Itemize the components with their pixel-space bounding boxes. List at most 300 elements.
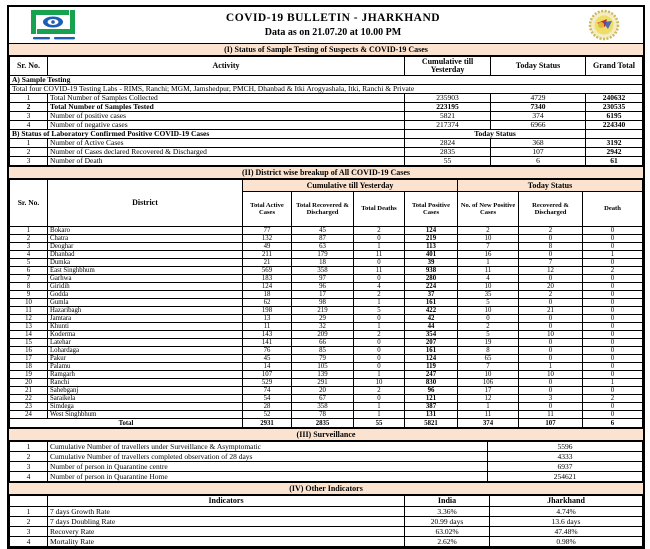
cumulative-cell: 2835 bbox=[405, 148, 491, 157]
death-today-cell: 1 bbox=[583, 251, 643, 259]
positive-cell: 830 bbox=[405, 379, 458, 387]
district-row bbox=[10, 267, 643, 275]
active-cell: 14 bbox=[243, 363, 292, 371]
sr-cell: 24 bbox=[10, 411, 48, 419]
death-today-cell: 0 bbox=[583, 339, 643, 347]
grand-total-cell: 2942 bbox=[586, 148, 643, 157]
recovered-cell: 67 bbox=[292, 395, 354, 403]
today-cell: 368 bbox=[491, 139, 586, 148]
district-row bbox=[10, 387, 643, 395]
col-activity: Activity bbox=[48, 57, 405, 76]
sr-cell: 8 bbox=[10, 283, 48, 291]
recovered-today-cell: 0 bbox=[519, 355, 583, 363]
death-today-cell: 0 bbox=[583, 275, 643, 283]
district-cell: Hazaribagh bbox=[48, 307, 243, 315]
district-row bbox=[10, 395, 643, 403]
district-row bbox=[10, 339, 643, 347]
district-rows bbox=[10, 227, 643, 419]
value-cell: 5596 bbox=[488, 442, 643, 452]
recovered-today-cell: 1 bbox=[519, 363, 583, 371]
cumulative-cell: 2824 bbox=[405, 139, 491, 148]
active-cell: 77 bbox=[243, 227, 292, 235]
sr-cell: 3 bbox=[10, 112, 48, 121]
sr-cell: 4 bbox=[10, 121, 48, 130]
district-row bbox=[10, 323, 643, 331]
new-positive-cell: 12 bbox=[458, 395, 519, 403]
district-cell: Garhwa bbox=[48, 275, 243, 283]
active-cell: 45 bbox=[243, 355, 292, 363]
recovered-cell: 139 bbox=[292, 371, 354, 379]
recovered-today-cell: 0 bbox=[519, 323, 583, 331]
positive-cell: 161 bbox=[405, 299, 458, 307]
sr-cell: 10 bbox=[10, 299, 48, 307]
section4-band: (IV) Other Indicators bbox=[9, 482, 643, 495]
sample-testing-header bbox=[10, 57, 643, 76]
new-positive-cell: 19 bbox=[458, 339, 519, 347]
activity-cell: Number of Cases declared Recovered & Discharged bbox=[48, 148, 405, 157]
district-row bbox=[10, 315, 643, 323]
active-cell: 124 bbox=[243, 283, 292, 291]
death-today-cell: 0 bbox=[583, 323, 643, 331]
district-row bbox=[10, 403, 643, 411]
india-value-cell: 20.99 days bbox=[405, 517, 490, 527]
death-today-cell: 0 bbox=[583, 371, 643, 379]
new-positive-cell: 4 bbox=[458, 275, 519, 283]
death-today-cell: 0 bbox=[583, 259, 643, 267]
positive-cell: 422 bbox=[405, 307, 458, 315]
recovered-today-cell: 2 bbox=[519, 291, 583, 299]
value-cell: 4333 bbox=[488, 452, 643, 462]
label-cell: Number of person in Quarantine centre bbox=[48, 462, 488, 472]
district-row bbox=[10, 227, 643, 235]
col-new-positive: No. of New Positive Cases bbox=[458, 192, 519, 227]
district-row bbox=[10, 363, 643, 371]
col-total-deaths: Total Deaths bbox=[354, 192, 405, 227]
sr-cell: 13 bbox=[10, 323, 48, 331]
col-india: India bbox=[405, 496, 490, 507]
positive-cell: 354 bbox=[405, 331, 458, 339]
today-cell: 107 bbox=[491, 148, 586, 157]
today-cell: 7340 bbox=[491, 103, 586, 112]
sr-cell: 2 bbox=[10, 148, 48, 157]
positive-cell: 161 bbox=[405, 347, 458, 355]
grand-total-cell: 61 bbox=[586, 157, 643, 166]
total-death-today: 6 bbox=[583, 419, 643, 428]
active-cell: 183 bbox=[243, 275, 292, 283]
district-cell: Dhanbad bbox=[48, 251, 243, 259]
sr-cell: 2 bbox=[10, 517, 48, 527]
col-district: District bbox=[48, 180, 243, 227]
recovered-today-cell: 21 bbox=[519, 307, 583, 315]
grand-total-cell: 230535 bbox=[586, 103, 643, 112]
deaths-cell: 2 bbox=[354, 227, 405, 235]
indicator-rows bbox=[10, 507, 643, 547]
active-cell: 54 bbox=[243, 395, 292, 403]
table-row bbox=[10, 94, 643, 103]
district-breakup-table bbox=[9, 179, 643, 428]
col-total-recovered: Total Recovered & Discharged bbox=[292, 192, 354, 227]
district-table-header bbox=[10, 180, 643, 227]
recovered-today-cell: 0 bbox=[519, 379, 583, 387]
recovered-cell: 358 bbox=[292, 403, 354, 411]
sr-cell: 1 bbox=[10, 94, 48, 103]
confirmed-cases-rows bbox=[10, 139, 643, 166]
deaths-cell: 0 bbox=[354, 347, 405, 355]
district-cell: Gumla bbox=[48, 299, 243, 307]
deaths-cell: 11 bbox=[354, 251, 405, 259]
health-mission-logo bbox=[9, 9, 101, 41]
death-today-cell: 2 bbox=[583, 395, 643, 403]
sample-testing-rows bbox=[10, 94, 643, 130]
table-row bbox=[10, 148, 643, 157]
new-positive-cell: 10 bbox=[458, 307, 519, 315]
recovered-cell: 87 bbox=[292, 235, 354, 243]
death-today-cell: 1 bbox=[583, 379, 643, 387]
new-positive-cell: 10 bbox=[458, 371, 519, 379]
activity-cell: Number of positive cases bbox=[48, 112, 405, 121]
new-positive-cell: 0 bbox=[458, 315, 519, 323]
india-value-cell: 2.62% bbox=[405, 537, 490, 547]
recovered-today-cell: 7 bbox=[519, 259, 583, 267]
death-today-cell: 2 bbox=[583, 267, 643, 275]
indicator-label-cell: 7 days Growth Rate bbox=[48, 507, 405, 517]
sr-cell: 3 bbox=[10, 462, 48, 472]
table-row bbox=[10, 112, 643, 121]
recovered-cell: 18 bbox=[292, 259, 354, 267]
deaths-cell: 0 bbox=[354, 339, 405, 347]
grand-total-cell: 6195 bbox=[586, 112, 643, 121]
death-today-cell: 0 bbox=[583, 227, 643, 235]
grand-total-cell: 224340 bbox=[586, 121, 643, 130]
district-cell: Chatra bbox=[48, 235, 243, 243]
positive-cell: 124 bbox=[405, 355, 458, 363]
district-row bbox=[10, 251, 643, 259]
table-row bbox=[10, 103, 643, 112]
activity-cell: Number of Active Cases bbox=[48, 139, 405, 148]
positive-cell: 39 bbox=[405, 259, 458, 267]
total-recovered-today: 107 bbox=[519, 419, 583, 428]
sr-cell: 18 bbox=[10, 363, 48, 371]
recovered-cell: 29 bbox=[292, 315, 354, 323]
new-positive-cell: 11 bbox=[458, 411, 519, 419]
active-cell: 28 bbox=[243, 403, 292, 411]
death-today-cell: 0 bbox=[583, 283, 643, 291]
district-cell: Dumka bbox=[48, 259, 243, 267]
sr-cell: 5 bbox=[10, 259, 48, 267]
district-row bbox=[10, 411, 643, 419]
sr-cell: 11 bbox=[10, 307, 48, 315]
active-cell: 529 bbox=[243, 379, 292, 387]
recovered-today-cell: 0 bbox=[519, 403, 583, 411]
recovered-today-cell: 20 bbox=[519, 283, 583, 291]
indicator-label-cell: Recovery Rate bbox=[48, 527, 405, 537]
total-deaths: 55 bbox=[354, 419, 405, 428]
district-row bbox=[10, 291, 643, 299]
district-cell: Godda bbox=[48, 291, 243, 299]
indicator-label-cell: Mortality Rate bbox=[48, 537, 405, 547]
recovered-today-cell: 11 bbox=[519, 411, 583, 419]
recovered-cell: 63 bbox=[292, 243, 354, 251]
active-cell: 76 bbox=[243, 347, 292, 355]
positive-cell: 280 bbox=[405, 275, 458, 283]
cumulative-cell: 235903 bbox=[405, 94, 491, 103]
value-cell: 254621 bbox=[488, 472, 643, 482]
sr-cell: 3 bbox=[10, 157, 48, 166]
recovered-cell: 78 bbox=[292, 411, 354, 419]
sr-cell: 19 bbox=[10, 371, 48, 379]
page-title: COVID-19 BULLETIN - JHARKHAND bbox=[225, 12, 441, 24]
sr-cell: 6 bbox=[10, 267, 48, 275]
deaths-cell: 1 bbox=[354, 371, 405, 379]
district-cell: Sahebganj bbox=[48, 387, 243, 395]
surveillance-table bbox=[9, 441, 643, 482]
recovered-today-cell: 0 bbox=[519, 315, 583, 323]
col-recovered-discharged: Recovered & Discharged bbox=[519, 192, 583, 227]
district-row bbox=[10, 299, 643, 307]
col-jharkhand: Jharkhand bbox=[490, 496, 643, 507]
section2-band: (II) District wise breakup of All COVID-19 Cases bbox=[9, 166, 643, 179]
total-active: 2931 bbox=[243, 419, 292, 428]
section3-band: (III) Surveillance bbox=[9, 428, 643, 441]
deaths-cell: 2 bbox=[354, 387, 405, 395]
district-cell: East Singhbhum bbox=[48, 267, 243, 275]
district-row bbox=[10, 347, 643, 355]
col-sr-no: Sr. No. bbox=[10, 57, 48, 76]
subsection-b-today-status: Today Status bbox=[405, 130, 586, 139]
new-positive-cell: 35 bbox=[458, 291, 519, 299]
death-today-cell: 0 bbox=[583, 331, 643, 339]
active-cell: 52 bbox=[243, 411, 292, 419]
deaths-cell: 4 bbox=[354, 283, 405, 291]
recovered-cell: 45 bbox=[292, 227, 354, 235]
col-cumulative: Cumulative till Yesterday bbox=[405, 57, 491, 76]
label-cell: Number of person in Quarantine Home bbox=[48, 472, 488, 482]
subsection-b-row bbox=[10, 130, 643, 139]
group-today-status: Today Status bbox=[458, 180, 643, 192]
cumulative-cell: 223195 bbox=[405, 103, 491, 112]
sr-cell: 2 bbox=[10, 103, 48, 112]
new-positive-cell: 8 bbox=[458, 347, 519, 355]
surveillance-row bbox=[10, 462, 643, 472]
positive-cell: 219 bbox=[405, 235, 458, 243]
deaths-cell: 1 bbox=[354, 299, 405, 307]
death-today-cell: 0 bbox=[583, 235, 643, 243]
deaths-cell: 0 bbox=[354, 355, 405, 363]
new-positive-cell: 17 bbox=[458, 387, 519, 395]
deaths-cell: 0 bbox=[354, 363, 405, 371]
col-today-status: Today Status bbox=[491, 57, 586, 76]
recovered-today-cell: 0 bbox=[519, 251, 583, 259]
activity-cell: Total Number of Samples Tested bbox=[48, 103, 405, 112]
sr-cell: 15 bbox=[10, 339, 48, 347]
district-cell: Latehar bbox=[48, 339, 243, 347]
deaths-cell: 0 bbox=[354, 235, 405, 243]
label-cell: Cumulative Number of travellers completed observation of 28 days bbox=[48, 452, 488, 462]
today-cell: 4729 bbox=[491, 94, 586, 103]
death-today-cell: 0 bbox=[583, 243, 643, 251]
recovered-today-cell: 0 bbox=[519, 387, 583, 395]
sr-cell: 3 bbox=[10, 527, 48, 537]
death-today-cell: 0 bbox=[583, 299, 643, 307]
sr-cell: 17 bbox=[10, 355, 48, 363]
district-cell: West Singhbhum bbox=[48, 411, 243, 419]
recovered-cell: 17 bbox=[292, 291, 354, 299]
sr-cell: 7 bbox=[10, 275, 48, 283]
active-cell: 141 bbox=[243, 339, 292, 347]
death-today-cell: 0 bbox=[583, 411, 643, 419]
activity-cell: Number of negative cases bbox=[48, 121, 405, 130]
recovered-today-cell: 12 bbox=[519, 267, 583, 275]
group-cumulative-till-yesterday: Cumulative till Yesterday bbox=[243, 180, 458, 192]
new-positive-cell: 5 bbox=[458, 299, 519, 307]
activity-cell: Number of Death bbox=[48, 157, 405, 166]
recovered-cell: 105 bbox=[292, 363, 354, 371]
bulletin-document bbox=[7, 5, 645, 549]
district-row bbox=[10, 275, 643, 283]
jharkhand-value-cell: 4.74% bbox=[490, 507, 643, 517]
district-cell: Khunti bbox=[48, 323, 243, 331]
positive-cell: 938 bbox=[405, 267, 458, 275]
district-cell: Giridih bbox=[48, 283, 243, 291]
positive-cell: 96 bbox=[405, 387, 458, 395]
col-death: Death bbox=[583, 192, 643, 227]
district-row bbox=[10, 355, 643, 363]
sr-cell: 23 bbox=[10, 403, 48, 411]
district-cell: Palamu bbox=[48, 363, 243, 371]
label-cell: Cumulative Number of travellers under Surveillance & Asymptomatic bbox=[48, 442, 488, 452]
value-cell: 6937 bbox=[488, 462, 643, 472]
sr-cell: 12 bbox=[10, 315, 48, 323]
labs-note-row bbox=[10, 85, 643, 94]
subsection-b-label: B) Status of Laboratory Confirmed Positive COVID-19 Cases bbox=[10, 130, 405, 139]
recovered-cell: 219 bbox=[292, 307, 354, 315]
recovered-today-cell: 3 bbox=[519, 395, 583, 403]
active-cell: 21 bbox=[243, 259, 292, 267]
health-mission-logo-icon bbox=[29, 9, 81, 41]
positive-cell: 131 bbox=[405, 411, 458, 419]
district-cell: Bokaro bbox=[48, 227, 243, 235]
indicator-row bbox=[10, 527, 643, 537]
surveillance-row bbox=[10, 442, 643, 452]
district-row bbox=[10, 243, 643, 251]
positive-cell: 207 bbox=[405, 339, 458, 347]
recovered-cell: 96 bbox=[292, 283, 354, 291]
new-positive-cell: 7 bbox=[458, 243, 519, 251]
recovered-today-cell: 0 bbox=[519, 347, 583, 355]
district-row bbox=[10, 283, 643, 291]
death-today-cell: 0 bbox=[583, 347, 643, 355]
col-sr-no: Sr. No. bbox=[10, 180, 48, 227]
active-cell: 143 bbox=[243, 331, 292, 339]
section1-band: (I) Status of Sample Testing of Suspects & COVID-19 Cases bbox=[9, 43, 643, 56]
district-cell: Pakur bbox=[48, 355, 243, 363]
jharkhand-value-cell: 13.6 days bbox=[490, 517, 643, 527]
positive-cell: 247 bbox=[405, 371, 458, 379]
active-cell: 211 bbox=[243, 251, 292, 259]
subsection-b-empty-cell bbox=[586, 130, 643, 139]
active-cell: 18 bbox=[243, 291, 292, 299]
new-positive-cell: 10 bbox=[458, 235, 519, 243]
positive-cell: 124 bbox=[405, 227, 458, 235]
sr-cell: 22 bbox=[10, 395, 48, 403]
death-today-cell: 0 bbox=[583, 387, 643, 395]
active-cell: 107 bbox=[243, 371, 292, 379]
active-cell: 49 bbox=[243, 243, 292, 251]
recovered-today-cell: 0 bbox=[519, 235, 583, 243]
surveillance-rows bbox=[10, 442, 643, 482]
recovered-cell: 291 bbox=[292, 379, 354, 387]
recovered-cell: 32 bbox=[292, 323, 354, 331]
district-row bbox=[10, 235, 643, 243]
death-today-cell: 0 bbox=[583, 355, 643, 363]
district-cell: Lohardaga bbox=[48, 347, 243, 355]
death-today-cell: 0 bbox=[583, 403, 643, 411]
title-block bbox=[101, 12, 565, 38]
recovered-cell: 179 bbox=[292, 251, 354, 259]
new-positive-cell: 65 bbox=[458, 355, 519, 363]
positive-cell: 37 bbox=[405, 291, 458, 299]
total-recovered: 2835 bbox=[292, 419, 354, 428]
positive-cell: 121 bbox=[405, 395, 458, 403]
district-cell: Ranchi bbox=[48, 379, 243, 387]
deaths-cell: 0 bbox=[354, 259, 405, 267]
sr-cell: 20 bbox=[10, 379, 48, 387]
sr-cell: 1 bbox=[10, 227, 48, 235]
other-indicators-table bbox=[9, 495, 643, 547]
subsection-a-row bbox=[10, 76, 643, 85]
table-row bbox=[10, 121, 643, 130]
active-cell: 13 bbox=[243, 315, 292, 323]
surveillance-row bbox=[10, 472, 643, 482]
new-positive-cell: 2 bbox=[458, 227, 519, 235]
deaths-cell: 1 bbox=[354, 323, 405, 331]
district-cell: Saraikela bbox=[48, 395, 243, 403]
district-row bbox=[10, 371, 643, 379]
data-as-on-date: Data as on 21.07.20 at 10.00 PM bbox=[264, 27, 402, 38]
today-cell: 374 bbox=[491, 112, 586, 121]
indicator-row bbox=[10, 517, 643, 527]
document-header bbox=[9, 7, 643, 43]
labs-note: Total four COVID-19 Testing Labs - RIMS, Ranchi; MGM, Jamshedpur, PMCH, Dhanbad & Itki Arogyashala, Itki, Ranchi & Private bbox=[10, 85, 643, 94]
activity-cell: Total Number of Samples Collected bbox=[48, 94, 405, 103]
positive-cell: 224 bbox=[405, 283, 458, 291]
indicator-row bbox=[10, 537, 643, 547]
deaths-cell: 2 bbox=[354, 291, 405, 299]
recovered-today-cell: 0 bbox=[519, 339, 583, 347]
sr-cell: 4 bbox=[10, 537, 48, 547]
positive-cell: 119 bbox=[405, 363, 458, 371]
new-positive-cell: 106 bbox=[458, 379, 519, 387]
district-row bbox=[10, 331, 643, 339]
total-label: Total bbox=[10, 419, 243, 428]
positive-cell: 401 bbox=[405, 251, 458, 259]
new-positive-cell: 2 bbox=[458, 323, 519, 331]
active-cell: 74 bbox=[243, 387, 292, 395]
india-value-cell: 63.02% bbox=[405, 527, 490, 537]
recovered-cell: 79 bbox=[292, 355, 354, 363]
today-cell: 6966 bbox=[491, 121, 586, 130]
district-row bbox=[10, 259, 643, 267]
district-total-row bbox=[10, 419, 643, 428]
active-cell: 11 bbox=[243, 323, 292, 331]
new-positive-cell: 5 bbox=[458, 331, 519, 339]
active-cell: 62 bbox=[243, 299, 292, 307]
jharkhand-seal bbox=[565, 9, 643, 41]
deaths-cell: 1 bbox=[354, 243, 405, 251]
new-positive-cell: 10 bbox=[458, 283, 519, 291]
deaths-cell: 1 bbox=[354, 403, 405, 411]
recovered-today-cell: 8 bbox=[519, 243, 583, 251]
